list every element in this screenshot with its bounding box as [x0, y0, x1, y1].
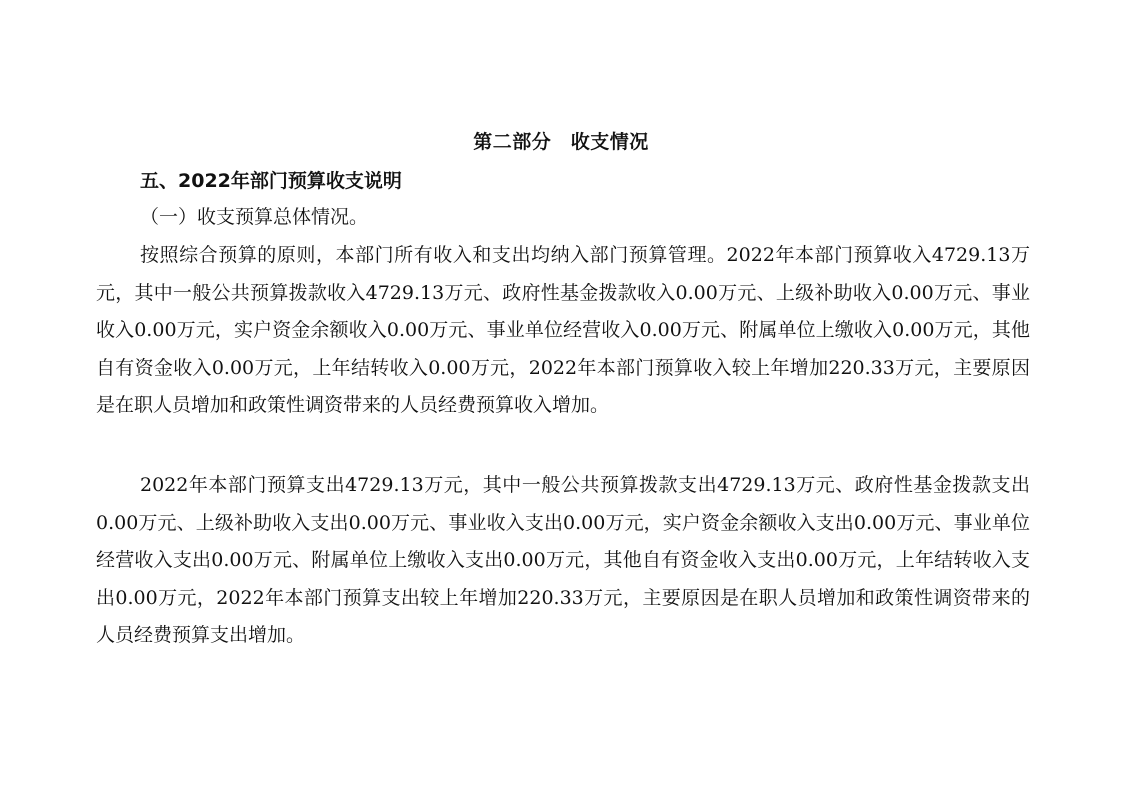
expenditure-paragraph: 2022年本部门预算支出4729.13万元，其中一般公共预算拨款支出4729.13万元、政府性基金拨款支出0.00万元、上级补助收入支出0.00万元、事业收入支出0.00万元，实户资金余额收入支出0.00万元、事业单位经营收入支出0.00万元、附属单位上缴收入支出0.00万元，其他自有资金收入支出0.00万元，上年结转收入支出0.00万元，2022年本部门预算支出较上年增加220.33万元，主要原因是在职人员增加和政策性调资带来的人员经费预算支出增加。 — [96, 474, 1030, 646]
part-title: 第二部分 收支情况 — [473, 131, 649, 153]
income-paragraph: 按照综合预算的原则，本部门所有收入和支出均纳入部门预算管理。2022年本部门预算收入4729.13万元，其中一般公共预算拨款收入4729.13万元、政府性基金拨款收入0.00万元、上级补助收入0.00万元、事业收入0.00万元，实户资金余额收入0.00万元、事业单位经营收入0.00万元、附属单位上缴收入0.00万元，其他自有资金收入0.00万元，上年结转收入0.00万元，2022年本部门预算收入较上年增加220.33万元，主要原因是在职人员增加和政策性调资带来的人员经费预算收入增加。 — [96, 244, 1030, 416]
sub-heading: （一）收支预算总体情况。 — [140, 206, 369, 228]
section-heading: 五、2022年部门预算收支说明 — [140, 170, 402, 192]
